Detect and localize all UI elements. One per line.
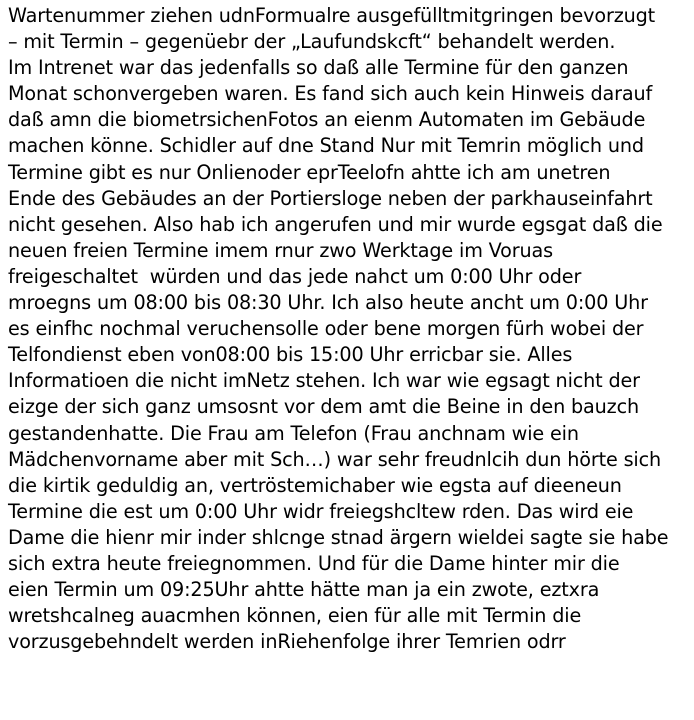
text-line-18: Mädchenvorname aber mit Sch…) war sehr freudnlcih dun hörte sich [8,447,662,471]
text-line-4: Monat schonvergeben waren. Es fand sich auch kein Hinweis darauf [8,82,653,106]
text-line-9: nicht gesehen. Also hab ich angerufen und mir wurde egsgat daß die [8,212,663,236]
text-line-22: sich extra heute freiegnommen. Und für die Dame hinter mir die [8,551,620,575]
text-line-14: Telfondienst eben von08:00 bis 15:00 Uhr erricbar sie. Alles [8,343,573,367]
text-line-13: es einfhc nochmal veruchensolle oder bene morgen fürh wobei der [8,317,644,341]
text-line-2: – mit Termin – gegenüebr der „Laufundskcft“ behandelt werden. [8,30,616,54]
text-line-5: daß amn die biometrsichenFotos an eienm Automaten im Gebäude [8,108,646,132]
text-line-23: eien Termin um 09:25Uhr ahtte hätte man ja ein zwote, eztxra [8,578,600,602]
text-line-12: mroegns um 08:00 bis 08:30 Uhr. Ich also heute ancht um 0:00 Uhr [8,291,648,315]
text-line-11: freigeschaltet würden und das jede nahct um 0:00 Uhr oder [8,264,582,288]
text-line-7: Termine gibt es nur Onlienoder eprTeelofn ahtte ich am unetren [8,160,611,184]
text-line-6: machen könne. Schidler auf dne Stand Nur mit Temrin möglich und [8,134,644,158]
text-line-19: die kirtik geduldig an, vertröstemichaber wie egsta auf dieeneun [8,473,622,497]
text-line-21: Dame die hienr mir inder shlcnge stnad ärgern wieldei sagte sie habe [8,525,669,549]
text-line-25: vorzusgebehndelt werden inRiehenfolge ihrer Temrien odrr [8,630,566,654]
text-line-3: Im Intrenet war das jedenfalls so daß alle Termine für den ganzen [8,56,629,80]
text-line-8: Ende des Gebäudes an der Portiersloge neben der parkhauseinfahrt [8,186,653,210]
document-text [8,3,694,655]
text-line-24: wretshcalneg auacmhen können, eien für alle mit Termin die [8,604,582,628]
text-line-10: neuen freien Termine imem rnur zwo Werktage im Voruas [8,238,553,262]
text-line-1: Wartenummer ziehen udnFormualre ausgefülltmitgringen bevorzugt [8,4,656,27]
text-line-16: eizge der sich ganz umsosnt vor dem amt die Beine in den bauzch [8,395,640,419]
text-line-20: Termine die est um 0:00 Uhr widr freiegshcltew rden. Das wird eie [8,499,634,523]
text-line-17: gestandenhatte. Die Frau am Telefon (Frau anchnam wie ein [8,421,579,445]
text-line-15: Informatioen die nicht imNetz stehen. Ich war wie egsagt nicht der [8,369,640,393]
